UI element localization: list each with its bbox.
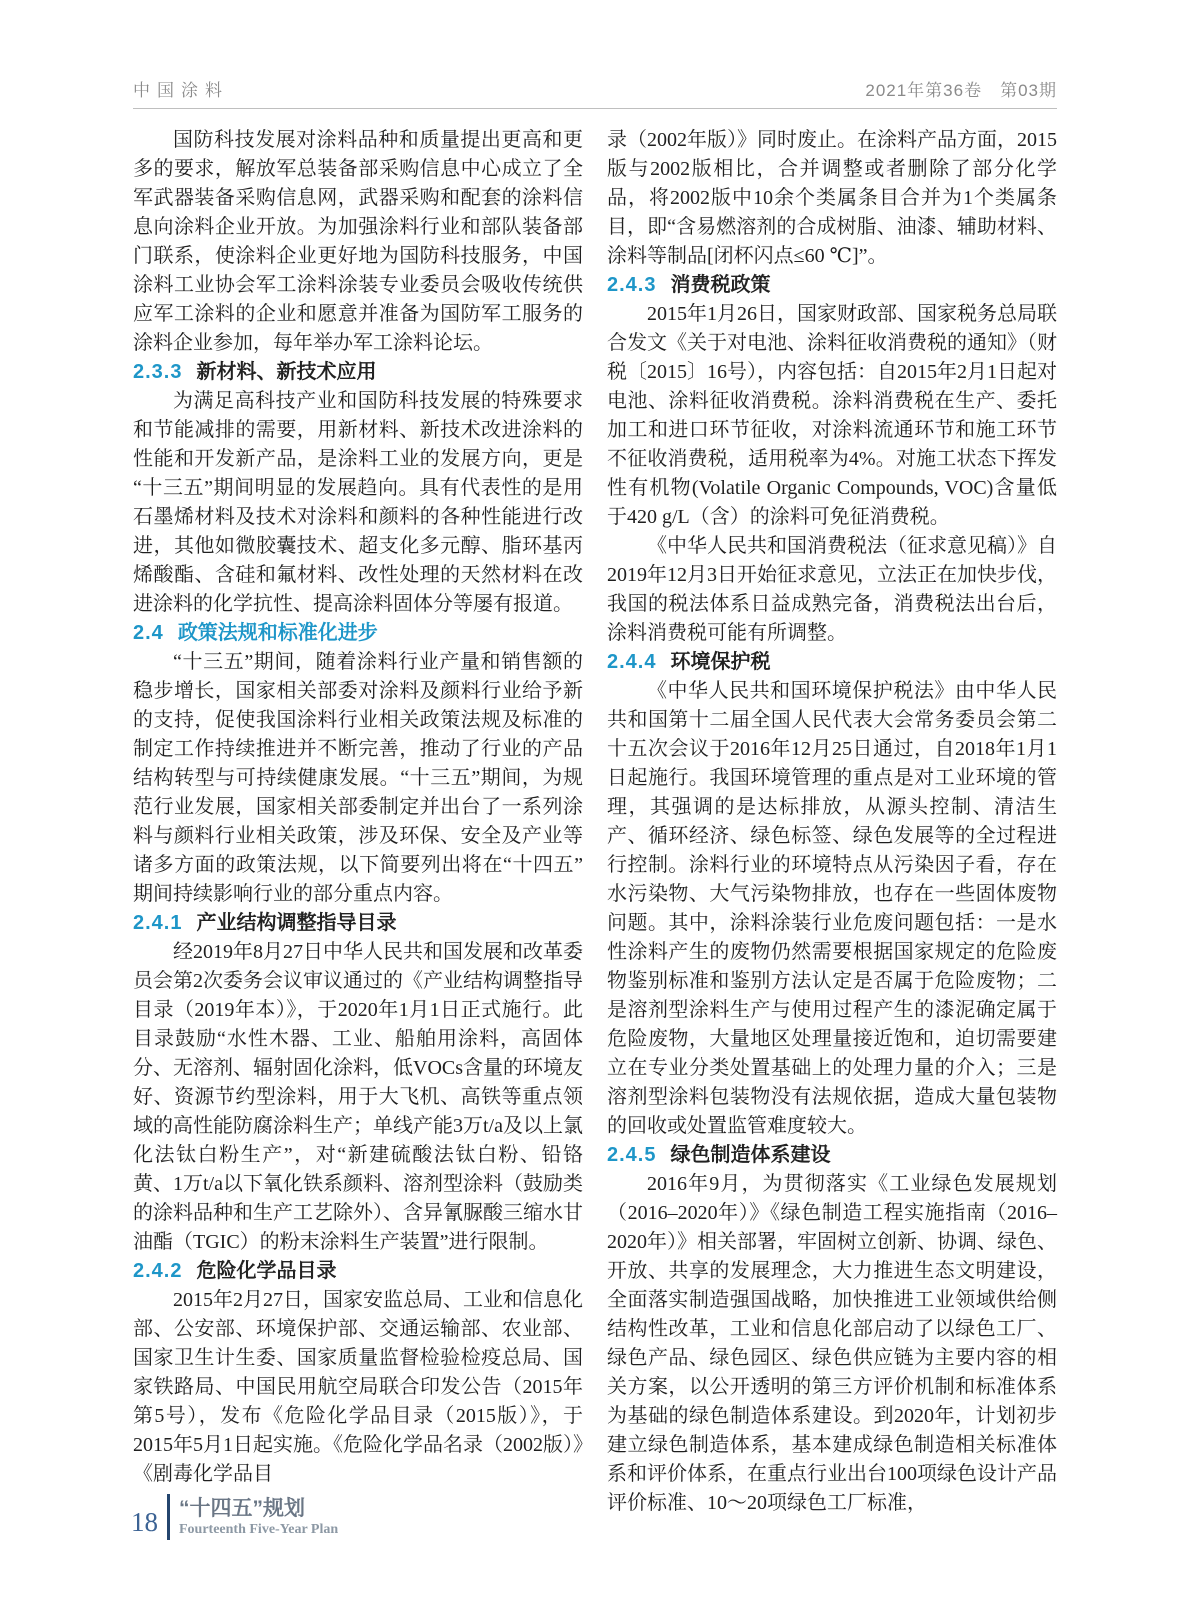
paragraph: “十三五”期间，随着涂料行业产量和销售额的稳步增长，国家相关部委对涂料及颜料行业给予新的支持，促使我国涂料行业相关政策法规及标准的制定工作持续推进并不断完善，推动了行业的产品结构转型与可持续健康发展。“十三五”期间，为规范行业发展，国家相关部委制定并出台了一系列涂料与颜料行业相关政策，涉及环保、安全及产业等诸多方面的政策法规，以下简要列出将在“十四五”期间持续影响行业的部分重点内容。 <box>133 651 583 905</box>
journal-title: 中国涂料 <box>133 81 229 100</box>
section-title: 环境保护税 <box>670 651 771 673</box>
section-heading-2-4 <box>133 619 583 648</box>
running-head <box>133 76 1057 109</box>
column-left <box>133 126 583 1518</box>
section-number: 2.3.3 <box>133 361 183 383</box>
paragraph: 2016年9月，为贯彻落实《工业绿色发展规划（2016–2020年）》《绿色制造工程实施指南（2016–2020年）》相关部署，牢固树立创新、协调、绿色、开放、共享的发展理念，大力推进生态文明建设，全面落实制造强国战略，加快推进工业领域供给侧结构性改革，工业和信息化部启动了以绿色工厂、绿色产品、绿色园区、绿色供应链为主要内容的相关方案，以公开透明的第三方评价机制和标准体系为基础的绿色制造体系建设。到2020年，计划初步建立绿色制造体系，基本建成绿色制造相关标准体系和评价体系，在重点行业出台100项绿色设计产品评价标准、10～20项绿色工厂标准， <box>607 1173 1057 1514</box>
section-heading-2-4-3 <box>607 271 1057 300</box>
paragraph: 2015年1月26日，国家财政部、国家税务总局联合发文《关于对电池、涂料征收消费税的通知》（财税〔2015〕16号），内容包括：自2015年2月1日起对电池、涂料征收消费税。涂料消费税在生产、委托加工和进口环节征收，对涂料流通环节和施工环节不征收消费税，适用税率为4%。对施工状态下挥发性有机物(Volatile Organic Compounds, VOC)含量低于420 g/L（含）的涂料可免征消费税。 <box>607 303 1057 528</box>
section-title: 政策法规和标准化进步 <box>177 622 378 644</box>
section-number: 2.4 <box>133 622 164 644</box>
paragraph: 《中华人民共和国消费税法（征求意见稿）》自2019年12月3日开始征求意见，立法正在加快步伐，我国的税法体系日益成熟完备，消费税法出台后，涂料消费税可能有所调整。 <box>607 535 1057 644</box>
section-title: 消费税政策 <box>670 274 771 296</box>
section-title: 新材料、新技术应用 <box>196 361 377 383</box>
section-title: 危险化学品目录 <box>196 1260 337 1282</box>
section-number: 2.4.2 <box>133 1260 183 1282</box>
paragraph: 《中华人民共和国环境保护税法》由中华人民共和国第十二届全国人民代表大会常务委员会第二十五次会议于2016年12月25日通过，自2018年1月1日起施行。我国环境管理的重点是对工业环境的管理，其强调的是达标排放，从源头控制、清洁生产、循环经济、绿色标签、绿色发展等的全过程进行控制。涂料行业的环境特点从污染因子看，存在水污染物、大气污染物排放，也存在一些固体废物问题。其中，涂料涂装行业危废问题包括：一是水性涂料产生的废物仍然需要根据国家规定的危险废物鉴别标准和鉴别方法认定是否属于危险废物；二是溶剂型涂料生产与使用过程产生的漆泥确定属于危险废物，大量地区处理量接近饱和，迫切需要建立在专业分类处置基础上的处理力量的介入；三是溶剂型涂料包装物没有法规依据，造成大量包装物的回收或处置监管难度较大。 <box>607 680 1057 1137</box>
page-number: 18 <box>131 1506 158 1537</box>
paragraph: 经2019年8月27日中华人民共和国发展和改革委员会第2次委务会议审议通过的《产业结构调整指导目录（2019年本）》，于2020年1月1日正式施行。此目录鼓励“水性木器、工业、船舶用涂料，高固体分、无溶剂、辐射固化涂料，低VOCs含量的环境友好、资源节约型涂料，用于大飞机、高铁等重点领域的高性能防腐涂料生产；单线产能3万t/a及以上氯化法钛白粉生产”，对“新建硫酸法钛白粉、铅铬黄、1万t/a以下氧化铁系颜料、溶剂型涂料（鼓励类的涂料品种和生产工艺除外）、含异氰脲酸三缩水甘油酯（TGIC）的粉末涂料生产装置”进行限制。 <box>133 941 584 1253</box>
paragraph: 国防科技发展对涂料品种和质量提出更高和更多的要求，解放军总装备部采购信息中心成立了全军武器装备采购信息网，武器采购和配套的涂料信息向涂料企业开放。为加强涂料行业和部队装备部门联系，使涂料企业更好地为国防科技服务，中国涂料工业协会军工涂料涂装专业委员会吸收传统供应军工涂料的企业和愿意并准备为国防军工服务的涂料企业参加，每年举办军工涂料论坛。 <box>133 129 583 354</box>
paragraph: 2015年2月27日，国家安监总局、工业和信息化部、公安部、环境保护部、交通运输部、农业部、国家卫生计生委、国家质量监督检验检疫总局、国家铁路局、中国民用航空局联合印发公告（2015年第5号），发布《危险化学品目录（2015版）》，于2015年5月1日起实施。《危险化学品名录（2002版）》《剧毒化学品目 <box>133 1289 583 1485</box>
footer-divider-bar <box>167 1494 170 1540</box>
section-heading-2-4-4 <box>607 648 1057 677</box>
section-heading-2-4-2 <box>133 1257 583 1286</box>
section-number: 2.4.4 <box>607 651 657 673</box>
article-body <box>133 126 1057 1518</box>
section-heading-2-4-5 <box>607 1141 1057 1170</box>
page-footer <box>131 1494 338 1540</box>
plan-subtitle: Fourteenth Five-Year Plan <box>179 1521 339 1537</box>
plan-title: “十四五”规划 <box>179 1496 305 1520</box>
section-heading-2-4-1 <box>133 909 583 938</box>
section-number: 2.4.1 <box>133 912 183 934</box>
issue-info: 2021年第36卷 第03期 <box>865 81 1057 100</box>
section-title: 绿色制造体系建设 <box>670 1144 831 1166</box>
section-number: 2.4.3 <box>607 274 657 296</box>
footer-plan-label <box>179 1496 338 1539</box>
paragraph: 为满足高科技产业和国防科技发展的特殊要求和节能减排的需要，用新材料、新技术改进涂料的性能和开发新产品，是涂料工业的发展方向，更是“十三五”期间明显的发展趋向。具有代表性的是用石墨烯材料及技术对涂料和颜料的各种性能进行改进，其他如微胶囊技术、超支化多元醇、脂环基丙烯酸酯、含硅和氟材料、改性处理的天然材料在改进涂料的化学抗性、提高涂料固体分等屡有报道。 <box>133 390 583 615</box>
section-number: 2.4.5 <box>607 1144 657 1166</box>
column-right <box>607 126 1057 1518</box>
paragraph-continuation: 录（2002年版）》同时废止。在涂料产品方面，2015版与2002版相比，合并调整或者删除了部分化学品，将2002版中10余个类属条目合并为1个类属条目，即“含易燃溶剂的合成树脂、油漆、辅助材料、涂料等制品[闭杯闪点≤60 ℃]”。 <box>607 129 1057 267</box>
section-title: 产业结构调整指导目录 <box>196 912 397 934</box>
section-heading-2-3-3 <box>133 358 583 387</box>
